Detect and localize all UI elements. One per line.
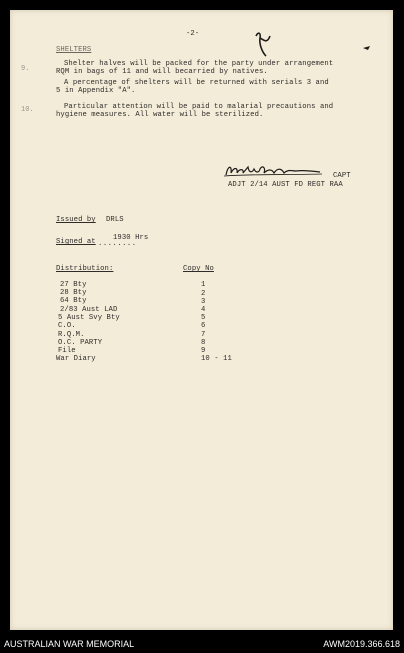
issued-by-label: Issued by xyxy=(56,216,96,224)
section-heading: SHELTERS xyxy=(56,46,92,54)
distribution-copy: 3 xyxy=(201,298,206,306)
item-number: 10. xyxy=(21,106,34,114)
distribution-recipient: 2/83 Aust LAD xyxy=(60,306,118,314)
distribution-recipient: War Diary xyxy=(56,355,96,363)
paragraph-line: Particular attention will be paid to malarial precautions and xyxy=(64,103,334,111)
distribution-recipient: R.Q.M. xyxy=(58,331,85,339)
distribution-copy: 10 - 11 xyxy=(201,355,232,363)
distribution-copy: 6 xyxy=(201,322,206,330)
page-number: -2- xyxy=(186,30,200,38)
footer-accession-number: AWM2019.366.618 xyxy=(323,639,400,649)
distribution-recipient: C.O. xyxy=(58,322,76,330)
signature-title: ADJT 2/14 AUST FD REGT RAA xyxy=(228,181,343,189)
distribution-copy: 5 xyxy=(201,314,206,322)
signed-at-dots: ........ xyxy=(98,240,137,248)
copy-number-label: Copy No xyxy=(183,265,214,273)
distribution-copy: 1 xyxy=(201,281,206,289)
paragraph-line: Shelter halves will be packed for the party under arrangement xyxy=(64,60,334,68)
distribution-recipient: File xyxy=(58,347,76,355)
handwritten-mark-icon xyxy=(252,30,274,60)
distribution-copy: 9 xyxy=(201,347,206,355)
paragraph-line: RQM in bags of 11 and will becarried by natives. xyxy=(56,68,268,76)
distribution-recipient: O.C. PARTY xyxy=(58,339,103,347)
distribution-copy: 7 xyxy=(201,331,206,339)
signed-at-value: 1930 Hrs xyxy=(113,234,149,242)
issued-by-value: DRLS xyxy=(106,216,124,224)
paragraph-line: A percentage of shelters will be returned with serials 3 and xyxy=(64,79,329,87)
distribution-recipient: 5 Aust Svy Bty xyxy=(58,314,120,322)
paragraph-line: 5 in Appendix "A". xyxy=(56,87,136,95)
signature-rank: CAPT xyxy=(333,172,351,180)
item-number: 9. xyxy=(21,65,30,73)
distribution-label: Distribution: xyxy=(56,265,114,273)
footer-bar xyxy=(0,633,404,653)
distribution-recipient: 27 Bty xyxy=(60,281,87,289)
ink-mark-icon xyxy=(362,44,372,52)
paragraph-line: hygiene measures. All water will be sterilized. xyxy=(56,111,264,119)
distribution-recipient: 64 Bty xyxy=(60,297,87,305)
distribution-copy: 8 xyxy=(201,339,206,347)
distribution-recipient: 28 Bty xyxy=(60,289,87,297)
footer-credit: AUSTRALIAN WAR MEMORIAL xyxy=(4,639,135,649)
distribution-copy: 4 xyxy=(201,306,206,314)
signed-at-label: Signed at xyxy=(56,238,96,246)
distribution-copy: 2 xyxy=(201,290,206,298)
